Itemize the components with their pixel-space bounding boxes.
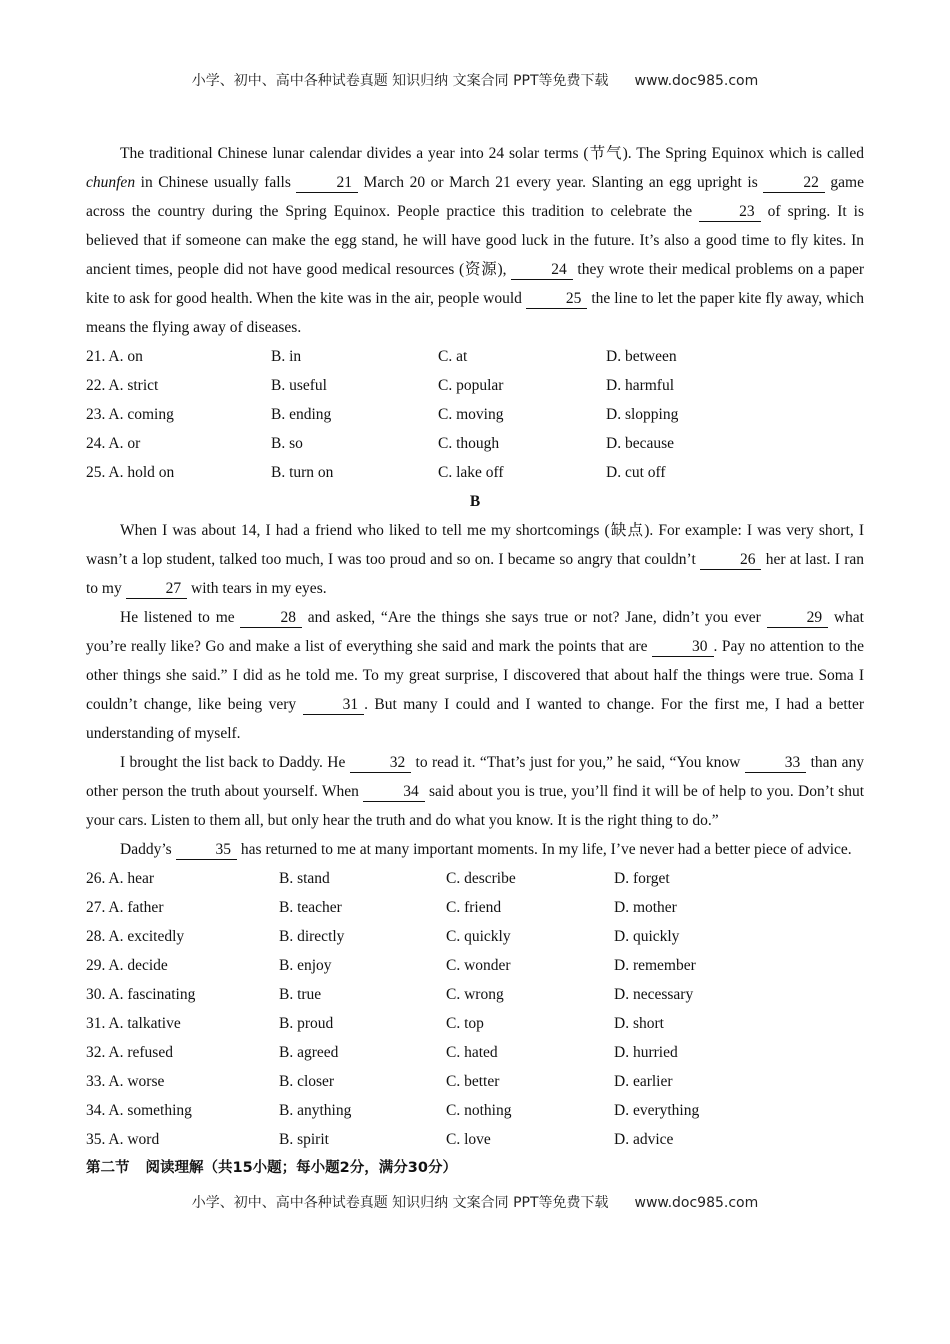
- text-run: He listened to me: [120, 609, 241, 626]
- option-choice: C. describe: [446, 870, 516, 887]
- options-a: [86, 342, 864, 487]
- blank-26: 26: [700, 551, 762, 570]
- option-choice: 31. A. talkative: [86, 1015, 181, 1032]
- option-choice: B. ending: [271, 406, 332, 423]
- text-run: I brought the list back to Daddy. He: [120, 754, 350, 771]
- option-choice: B. in: [271, 348, 302, 365]
- option-choice: 27. A. father: [86, 899, 164, 916]
- option-choice: 22. A. strict: [86, 377, 159, 394]
- option-choice: 32. A. refused: [86, 1044, 173, 1061]
- blank-25: 25: [526, 290, 588, 309]
- option-choice: 24. A. or: [86, 435, 141, 452]
- option-choice: D. harmful: [606, 377, 675, 394]
- option-row: [86, 951, 864, 980]
- passage-b: [86, 516, 864, 864]
- option-choice: C. top: [446, 1015, 484, 1032]
- option-choice: D. advice: [614, 1131, 674, 1148]
- text-run: in Chinese usually falls: [135, 174, 297, 191]
- text-run: When I was about 14, I had a friend who liked to tell me my shortcomings (缺点). For example: I was very short, I wasn’t a lop student, talked too much, I was too proud and so on. I became so angry that couldn’t: [86, 522, 864, 568]
- text-run: to read it. “That’s just for you,” he said, “You know: [411, 754, 745, 771]
- option-choice: D. mother: [614, 899, 677, 916]
- option-choice: C. wrong: [446, 986, 504, 1003]
- blank-33: 33: [745, 754, 807, 773]
- option-choice: D. everything: [614, 1102, 700, 1119]
- option-choice: C. better: [446, 1073, 500, 1090]
- option-choice: B. enjoy: [279, 957, 332, 974]
- option-row: [86, 893, 864, 922]
- option-choice: 33. A. worse: [86, 1073, 165, 1090]
- option-choice: C. moving: [438, 406, 504, 423]
- option-choice: B. turn on: [271, 464, 334, 481]
- option-choice: 29. A. decide: [86, 957, 168, 974]
- option-choice: D. slopping: [606, 406, 679, 423]
- option-choice: 26. A. hear: [86, 870, 155, 887]
- option-choice: C. lake off: [438, 464, 504, 481]
- option-choice: B. proud: [279, 1015, 334, 1032]
- option-row: [86, 342, 864, 371]
- option-choice: D. between: [606, 348, 677, 365]
- footer-site-link[interactable]: www.doc985.com: [634, 1195, 759, 1211]
- header-text: 小学、初中、高中各种试卷真题 知识归纳 文案合同 PPT等免费下载: [191, 73, 609, 89]
- option-choice: B. spirit: [279, 1131, 329, 1148]
- header-site-link[interactable]: www.doc985.com: [634, 73, 759, 89]
- option-row: [86, 980, 864, 1009]
- blank-22: 22: [763, 174, 825, 193]
- text-run: . Pay no attention to the other things she said.” I did as he told me. To my great surprise, I discovered that about half the things were true. Soma I couldn’t change, like being very: [86, 638, 864, 713]
- section2-heading: [86, 1154, 864, 1183]
- option-choice: D. cut off: [606, 464, 666, 481]
- option-choice: B. directly: [279, 928, 345, 945]
- option-choice: 34. A. something: [86, 1102, 192, 1119]
- option-choice: D. because: [606, 435, 674, 452]
- option-choice: B. stand: [279, 870, 330, 887]
- blank-32: 32: [350, 754, 412, 773]
- option-choice: C. wonder: [446, 957, 511, 974]
- blank-34: 34: [363, 783, 425, 802]
- blank-29: 29: [767, 609, 829, 628]
- paragraph: [86, 603, 864, 748]
- footer-text: 小学、初中、高中各种试卷真题 知识归纳 文案合同 PPT等免费下载: [191, 1195, 609, 1211]
- option-choice: D. earlier: [614, 1073, 673, 1090]
- exam-content: [86, 139, 864, 1183]
- blank-24: 24: [511, 261, 573, 280]
- blank-35: 35: [176, 841, 238, 860]
- text-run: and asked, “Are the things she says true or not? Jane, didn’t you ever: [301, 609, 767, 626]
- section2-title: 第二节: [86, 1160, 130, 1176]
- blank-31: 31: [303, 696, 365, 715]
- text-run: The traditional Chinese lunar calendar divides a year into 24 solar terms (节气). The Spring Equinox which is called: [120, 145, 864, 162]
- option-choice: C. though: [438, 435, 500, 452]
- option-row: [86, 429, 864, 458]
- blank-23: 23: [699, 203, 761, 222]
- option-choice: B. useful: [271, 377, 327, 394]
- text-run: Daddy’s: [120, 841, 176, 858]
- text-run: . But many I could and I wanted to change. For the first me, I had a better understanding of myself.: [86, 696, 864, 742]
- option-choice: D. hurried: [614, 1044, 678, 1061]
- option-row: [86, 1009, 864, 1038]
- option-choice: B. agreed: [279, 1044, 339, 1061]
- option-row: [86, 400, 864, 429]
- page-header: [0, 70, 950, 90]
- option-row: [86, 458, 864, 487]
- option-choice: C. at: [438, 348, 468, 365]
- option-choice: B. closer: [279, 1073, 335, 1090]
- italic-term: chunfen: [86, 174, 136, 191]
- option-choice: D. forget: [614, 870, 670, 887]
- blank-30: 30: [652, 638, 714, 657]
- option-choice: C. hated: [446, 1044, 498, 1061]
- section-b-label: B: [469, 493, 481, 510]
- blank-28: 28: [240, 609, 302, 628]
- option-choice: 28. A. excitedly: [86, 928, 185, 945]
- option-row: [86, 864, 864, 893]
- paragraph: [86, 748, 864, 835]
- page-footer: [0, 1192, 950, 1212]
- option-choice: C. love: [446, 1131, 491, 1148]
- text-run: with tears in my eyes.: [187, 580, 327, 597]
- text-run: said about you is true, you’ll find it will be of help to you. Don’t shut your cars. Listen to them all, but only hear the truth and do what you know. It is the right thing to do.”: [86, 783, 864, 829]
- option-row: [86, 1096, 864, 1125]
- option-choice: C. friend: [446, 899, 502, 916]
- text-run: March 20 or March 21 every year. Slanting an egg upright is: [357, 174, 764, 191]
- option-choice: D. remember: [614, 957, 696, 974]
- section2-subtitle-wrap: [146, 1160, 457, 1176]
- option-row: [86, 1125, 864, 1154]
- option-choice: B. so: [271, 435, 303, 452]
- option-choice: D. quickly: [614, 928, 680, 945]
- option-choice: 25. A. hold on: [86, 464, 175, 481]
- option-choice: C. quickly: [446, 928, 511, 945]
- option-choice: 30. A. fascinating: [86, 986, 196, 1003]
- blank-27: 27: [126, 580, 188, 599]
- text-run: than any other person the truth about yourself. When: [86, 754, 864, 800]
- text-run: they wrote their medical problems on a paper kite to ask for good health. When the kite was in the air, people would: [86, 261, 864, 307]
- option-choice: B. teacher: [279, 899, 342, 916]
- option-choice: C. popular: [438, 377, 504, 394]
- option-choice: D. necessary: [614, 986, 694, 1003]
- option-choice: D. short: [614, 1015, 664, 1032]
- blank-21: 21: [296, 174, 358, 193]
- option-row: [86, 1067, 864, 1096]
- text-run: of spring. It is believed that if someone can make the egg stand, he will have good luck in the future. It’s also a good time to fly kites. In ancient times, people did not have good medical resources (资源),: [86, 203, 865, 278]
- option-choice: 35. A. word: [86, 1131, 160, 1148]
- option-row: [86, 371, 864, 400]
- option-choice: 23. A. coming: [86, 406, 174, 423]
- text-run: has returned to me at many important moments. In my life, I’ve never had a better piece of advice.: [237, 841, 852, 858]
- option-choice: B. anything: [279, 1102, 352, 1119]
- paragraph: [86, 139, 864, 342]
- passage-a: [86, 139, 864, 342]
- text-run: her at last. I ran to my: [86, 551, 864, 597]
- text-run: game across the country during the Spring Equinox. People practice this tradition to celebrate the: [86, 174, 864, 220]
- options-b: [86, 864, 864, 1154]
- option-row: [86, 922, 864, 951]
- paragraph: [86, 835, 864, 864]
- text-run: what you’re really like? Go and make a list of everything she said and mark the points that are: [86, 609, 864, 655]
- section2-subtitle: 阅读理解（共15小题；每小题2分，满分30分）: [145, 1160, 457, 1176]
- option-choice: C. nothing: [446, 1102, 512, 1119]
- paragraph: [86, 516, 864, 603]
- text-run: the line to let the paper kite fly away, which means the flying away of diseases.: [86, 290, 864, 336]
- option-choice: 21. A. on: [86, 348, 143, 365]
- option-row: [86, 1038, 864, 1067]
- option-choice: B. true: [279, 986, 322, 1003]
